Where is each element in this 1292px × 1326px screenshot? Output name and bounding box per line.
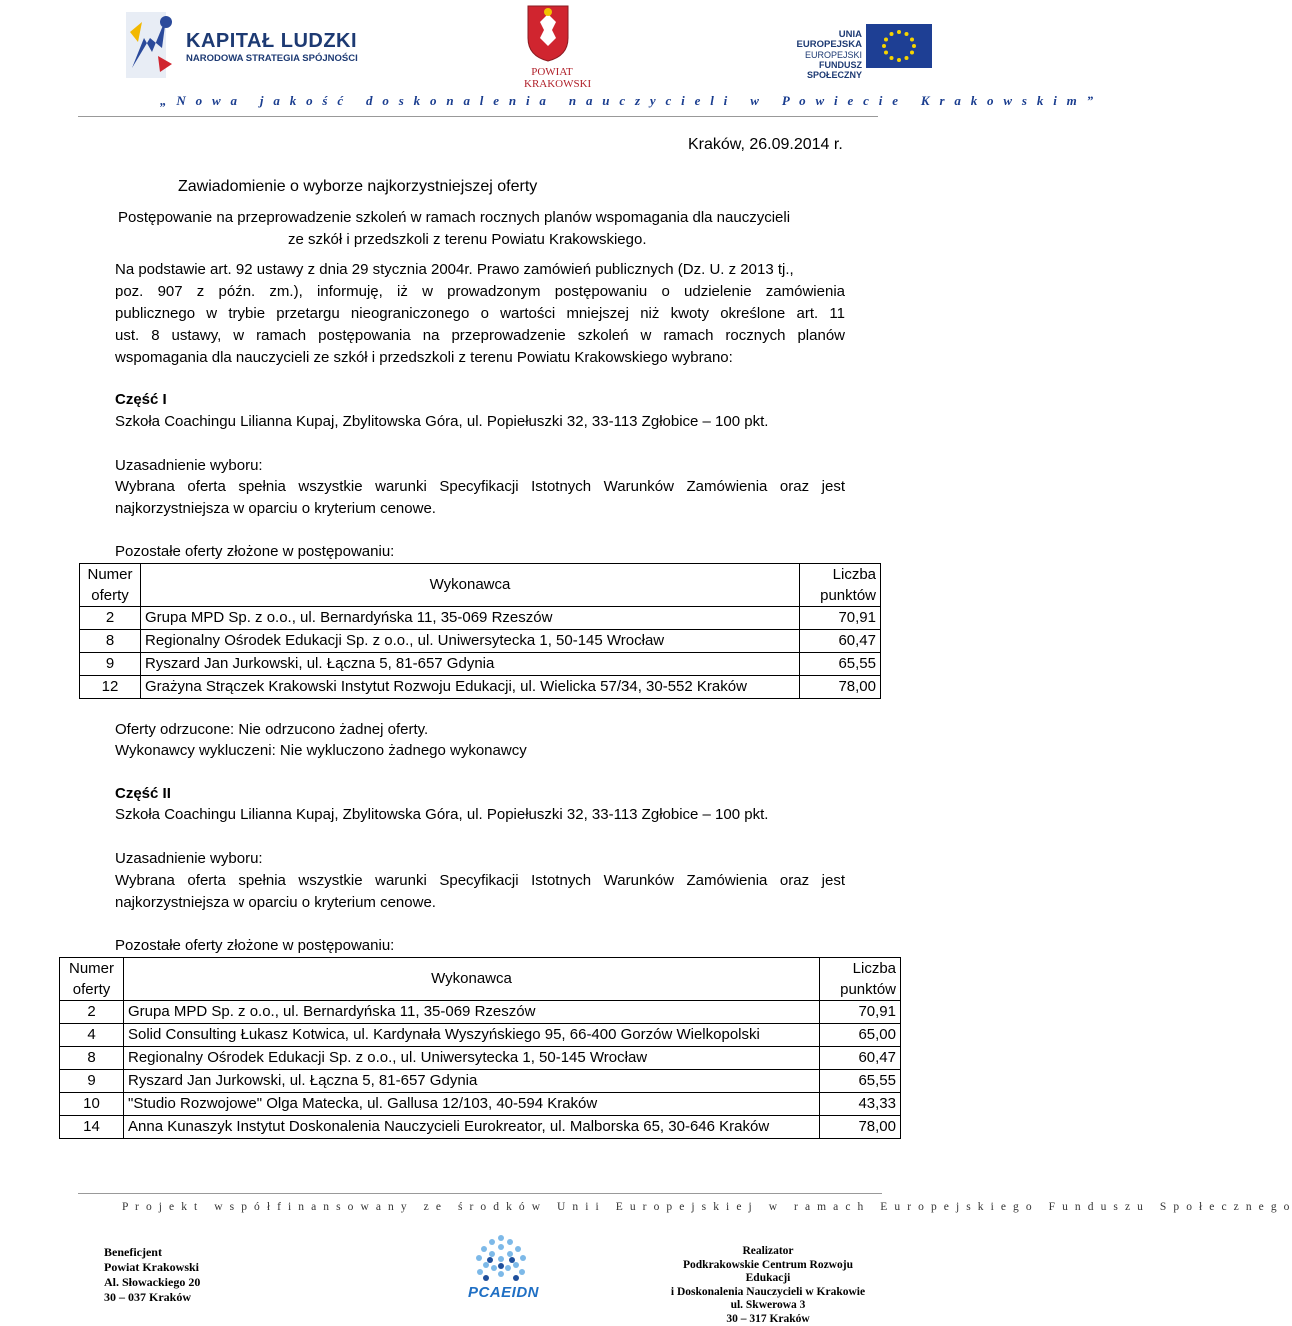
header-number-line1: Numer xyxy=(64,958,119,979)
offer-number: 10 xyxy=(60,1093,124,1116)
part1-heading: Część I xyxy=(115,389,167,411)
part1-rejected: Oferty odrzucone: Nie odrzucono żadnej oferty. xyxy=(115,719,428,741)
offer-contractor: Regionalny Ośrodek Edukacji Sp. z o.o., ul. Uniwersytecka 1, 50-145 Wrocław xyxy=(141,630,800,653)
document-date: Kraków, 26.09.2014 r. xyxy=(688,134,843,156)
offer-points: 78,00 xyxy=(820,1116,901,1139)
intro-line: Na podstawie art. 92 ustawy z dnia 29 stycznia 2004r. Prawo zamówień publicznych (Dz. U. z 2013 tj., xyxy=(115,259,845,281)
table-row xyxy=(80,607,881,630)
pcae-logo-text: PCAEIDN xyxy=(468,1284,539,1301)
offer-number: 12 xyxy=(80,676,141,699)
intro-paragraph xyxy=(115,259,845,369)
subject-line2: ze szkół i przedszkoli z terenu Powiatu Krakowskiego. xyxy=(288,229,647,251)
eu-flag-icon xyxy=(866,24,932,68)
header-points-line2: punktów xyxy=(804,585,876,606)
table-row xyxy=(60,1024,901,1047)
project-motto: „ N o w a j a k o ś ć d o s k o n a l e n i a n a u c z y c i e l i w P o w i e c i e K r a k o w s k i m ” xyxy=(160,93,1096,109)
header-points xyxy=(820,958,901,1001)
eu-line1: UNIA EUROPEJSKA xyxy=(778,30,862,50)
offer-points: 70,91 xyxy=(820,1001,901,1024)
offer-number: 2 xyxy=(60,1001,124,1024)
header-points-line1: Liczba xyxy=(824,958,896,979)
justification-line: najkorzystniejsza w oparciu o kryterium cenowe. xyxy=(115,498,845,520)
table-row xyxy=(60,1070,901,1093)
realizer-city: 30 – 317 Kraków xyxy=(660,1313,876,1326)
table-row xyxy=(60,1047,901,1070)
offer-points: 60,47 xyxy=(820,1047,901,1070)
offer-number: 2 xyxy=(80,607,141,630)
part1-offers-table xyxy=(79,563,881,699)
offer-points: 78,00 xyxy=(800,676,881,699)
table-row xyxy=(60,1093,901,1116)
beneficiary-block xyxy=(104,1245,200,1305)
document-title: Zawiadomienie o wyborze najkorzystniejszej oferty xyxy=(178,176,537,198)
subject-line1: Postępowanie na przeprowadzenie szkoleń w ramach rocznych planów wspomagania dla nauczycieli xyxy=(118,207,790,229)
pcae-logo xyxy=(446,1232,556,1312)
offer-contractor: "Studio Rozwojowe" Olga Matecka, ul. Gallusa 12/103, 40-594 Kraków xyxy=(124,1093,820,1116)
offer-number: 9 xyxy=(60,1070,124,1093)
offer-contractor: Regionalny Ośrodek Edukacji Sp. z o.o., ul. Uniwersytecka 1, 50-145 Wrocław xyxy=(124,1047,820,1070)
table-row xyxy=(60,1116,901,1139)
table-header-row xyxy=(60,958,901,1001)
header-number xyxy=(60,958,124,1001)
realizer-line2: i Doskonalenia Nauczycieli w Krakowie xyxy=(660,1286,876,1300)
realizer-line1: Podkrakowskie Centrum Rozwoju Edukacji xyxy=(660,1259,876,1286)
header-number xyxy=(80,564,141,607)
intro-line: poz. 907 z późn. zm.), informuję, iż w prowadzonym postępowaniu o udzielenie zamówienia xyxy=(115,281,845,303)
eu-line3: FUNDUSZ SPOŁECZNY xyxy=(778,60,862,80)
offer-contractor: Grupa MPD Sp. z o.o., ul. Bernardyńska 11, 35-069 Rzeszów xyxy=(141,607,800,630)
powiat-crest-icon xyxy=(526,4,570,62)
offer-number: 14 xyxy=(60,1116,124,1139)
intro-line: ust. 8 ustawy, w ramach postępowania na przeprowadzenie szkoleń w ramach rocznych planów xyxy=(115,325,845,347)
offer-points: 70,91 xyxy=(800,607,881,630)
kapital-ludzki-logo xyxy=(122,8,182,80)
offer-points: 65,00 xyxy=(820,1024,901,1047)
offer-contractor: Ryszard Jan Jurkowski, ul. Łączna 5, 81-657 Gdynia xyxy=(124,1070,820,1093)
header-number-line2: oferty xyxy=(84,585,136,606)
eu-label xyxy=(778,30,862,80)
table-row xyxy=(80,653,881,676)
header-contractor: Wykonawca xyxy=(124,958,820,1001)
offer-number: 8 xyxy=(80,630,141,653)
part1-winner: Szkoła Coachingu Lilianna Kupaj, Zbylitowska Góra, ul. Popiełuszki 32, 33-113 Zgłobice – 100 pkt. xyxy=(115,411,768,433)
header-divider xyxy=(78,116,878,117)
offer-points: 65,55 xyxy=(800,653,881,676)
offer-contractor: Grupa MPD Sp. z o.o., ul. Bernardyńska 11, 35-069 Rzeszów xyxy=(124,1001,820,1024)
realizer-street: ul. Skwerowa 3 xyxy=(660,1299,876,1313)
part1-excluded: Wykonawcy wykluczeni: Nie wykluczono żadnego wykonawcy xyxy=(115,740,527,762)
footer-project-note: P r o j e k t w s p ó ł f i n a n s o w a n y z e ś r o d k ó w U n i i E u r o p e j s k i e j w r a m a c h E u r o p e j s k i e g o F u n d u s z u S p o ł e c z n e g o xyxy=(122,1201,1292,1213)
header-points-line2: punktów xyxy=(824,979,896,1000)
kapital-ludzki-subtitle: NARODOWA STRATEGIA SPÓJNOŚCI xyxy=(186,53,358,64)
justification-line: Wybrana oferta spełnia wszystkie warunki Specyfikacji Istotnych Warunków Zamówienia oraz jest xyxy=(115,476,845,498)
part1-others-label: Pozostałe oferty złożone w postępowaniu: xyxy=(115,541,394,563)
realizer-label: Realizator xyxy=(660,1245,876,1259)
offer-contractor: Ryszard Jan Jurkowski, ul. Łączna 5, 81-657 Gdynia xyxy=(141,653,800,676)
offer-number: 8 xyxy=(60,1047,124,1070)
header-number-line1: Numer xyxy=(84,564,136,585)
offer-contractor: Grażyna Strączek Krakowski Instytut Rozwoju Edukacji, ul. Wielicka 57/34, 30-552 Kraków xyxy=(141,676,800,699)
table-row xyxy=(60,1001,901,1024)
offer-number: 9 xyxy=(80,653,141,676)
offer-contractor: Solid Consulting Łukasz Kotwica, ul. Kardynała Wyszyńskiego 95, 66-400 Gorzów Wielkopolski xyxy=(124,1024,820,1047)
beneficiary-city: 30 – 037 Kraków xyxy=(104,1290,200,1305)
eu-line2: EUROPEJSKI xyxy=(778,50,862,60)
intro-line: wspomagania dla nauczycieli ze szkół i przedszkoli z terenu Powiatu Krakowskiego wybrano: xyxy=(115,347,845,369)
offer-contractor: Anna Kunaszyk Instytut Doskonalenia Nauczycieli Eurokreator, ul. Malborska 65, 30-646 Kraków xyxy=(124,1116,820,1139)
powiat-line1: POWIAT xyxy=(524,66,580,78)
part2-others-label: Pozostałe oferty złożone w postępowaniu: xyxy=(115,935,394,957)
header-points xyxy=(800,564,881,607)
beneficiary-name: Powiat Krakowski xyxy=(104,1260,200,1275)
offer-number: 4 xyxy=(60,1024,124,1047)
offer-points: 60,47 xyxy=(800,630,881,653)
beneficiary-street: Al. Słowackiego 20 xyxy=(104,1275,200,1290)
part2-winner: Szkoła Coachingu Lilianna Kupaj, Zbylitowska Góra, ul. Popiełuszki 32, 33-113 Zgłobice – 100 pkt. xyxy=(115,804,768,826)
table-row xyxy=(80,676,881,699)
part2-justification-label: Uzasadnienie wyboru: xyxy=(115,848,263,870)
part1-justification xyxy=(115,476,845,520)
table-header-row xyxy=(80,564,881,607)
justification-line: Wybrana oferta spełnia wszystkie warunki Specyfikacji Istotnych Warunków Zamówienia oraz jest xyxy=(115,870,845,892)
part2-heading: Część II xyxy=(115,783,171,805)
powiat-krakowski-label xyxy=(524,66,580,90)
kapital-ludzki-star-icon xyxy=(122,8,182,80)
kapital-ludzki-title: KAPITAŁ LUDZKI xyxy=(186,30,357,53)
part2-offers-table xyxy=(59,957,901,1139)
footer-divider xyxy=(78,1193,882,1194)
part2-justification xyxy=(115,870,845,914)
realizer-block xyxy=(660,1245,876,1326)
powiat-line2: KRAKOWSKI xyxy=(524,78,580,90)
header-number-line2: oferty xyxy=(64,979,119,1000)
justification-line: najkorzystniejsza w oparciu o kryterium cenowe. xyxy=(115,892,845,914)
header-contractor: Wykonawca xyxy=(141,564,800,607)
offer-points: 65,55 xyxy=(820,1070,901,1093)
part1-justification-label: Uzasadnienie wyboru: xyxy=(115,455,263,477)
beneficiary-label: Beneficjent xyxy=(104,1245,200,1260)
intro-line: publicznego w trybie przetargu nieograniczonego o wartości mniejszej niż kwoty określone art. 11 xyxy=(115,303,845,325)
header-points-line1: Liczba xyxy=(804,564,876,585)
offer-points: 43,33 xyxy=(820,1093,901,1116)
table-row xyxy=(80,630,881,653)
